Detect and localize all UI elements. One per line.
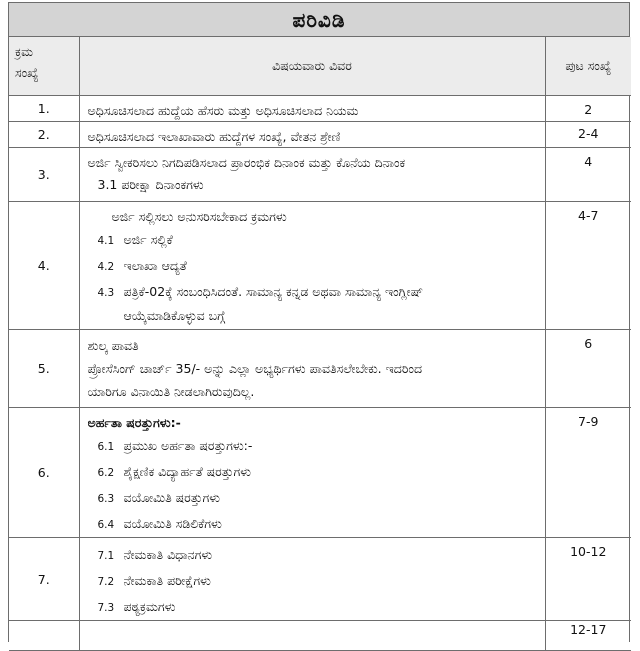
header-page: ಪುಟ ಸಂಖ್ಯೆ [545, 37, 631, 96]
row-description: ಅಧಿಸೂಚಿಸಲಾದ ಹುದ್ದೆಯ ಹೆಸರು ಮತ್ತು ಅಧಿಸೂಚಿಸಲಾದ ನಿಯಮ [79, 96, 545, 122]
row-number: 1. [9, 96, 79, 122]
row-number: 3. [9, 148, 79, 202]
row-page: 12-17 [545, 621, 631, 651]
toc-table [9, 37, 631, 651]
row-description: 7.1 ನೇಮಕಾತಿ ವಿಧಾನಗಳು 7.2 ನೇಮಕಾತಿ ಪರೀಕ್ಷೆಗಳು 7.3 ಪಠ್ಯಕ್ರಮಗಳು [79, 538, 545, 621]
table-row [9, 538, 631, 621]
header-serial: ಕ್ರಮ ಸಂಖ್ಯೆ [9, 37, 79, 96]
row-description: ಅರ್ಜಿ ಸ್ವೀಕರಿಸಲು ನಿಗದಿಪಡಿಸಲಾದ ಪ್ರಾರಂಭಿಕ ದಿನಾಂಕ ಮತ್ತು ಕೊನೆಯ ದಿನಾಂಕ 3.1 ಪರೀಕ್ಷಾ ದಿನಾಂಕಗಳು [79, 148, 545, 202]
row-description: ಅರ್ಹತಾ ಷರತ್ತುಗಳು:- 6.1 ಪ್ರಮುಖ ಅರ್ಹತಾ ಷರತ್ತುಗಳು:- 6.2 ಶೈಕ್ಷಣಿಕ ವಿದ್ಯಾರ್ಹತೆ ಷರತ್ತುಗಳು 6.3 ವಯೋಮಿತಿ ಷರತ್ತುಗಳು 6.4 ವಯೋಮಿತಿ ಸಡಿಲಿಕೆಗಳು [79, 408, 545, 538]
table-row [9, 202, 631, 330]
row-page: 4-7 [545, 202, 631, 330]
row-number: 6. [9, 408, 79, 538]
row-page: 2-4 [545, 122, 631, 148]
row-description [79, 621, 545, 651]
table-header-row [9, 37, 631, 96]
row-number [9, 621, 79, 651]
table-row [9, 330, 631, 408]
toc-document [8, 2, 630, 642]
table-row [9, 621, 631, 651]
row-number: 5. [9, 330, 79, 408]
table-row [9, 96, 631, 122]
row-description: ಶುಲ್ಕ ಪಾವತಿ ಪ್ರೋಸೆಸಿಂಗ್ ಚಾರ್ಜ್ 35/- ಅನ್ನು ಎಲ್ಲಾ ಅಭ್ಯರ್ಥಿಗಳು ಪಾವತಿಸಲೇಬೇಕು. ಇದರಿಂದ ಯಾರಿಗೂ ವಿನಾಯಿತಿ ನೀಡಲಾಗಿರುವುದಿಲ್ಲ. [79, 330, 545, 408]
table-row [9, 148, 631, 202]
row-description: ಅಧಿಸೂಚಿಸಲಾದ ಇಲಾಖಾವಾರು ಹುದ್ದೆಗಳ ಸಂಖ್ಯೆ, ವೇತನ ಶ್ರೇಣಿ [79, 122, 545, 148]
row-page: 10-12 [545, 538, 631, 621]
page-title: ಪರಿವಿಡಿ [9, 3, 629, 37]
row-page: 6 [545, 330, 631, 408]
header-subject: ವಿಷಯವಾರು ವಿವರ [79, 37, 545, 96]
table-row [9, 408, 631, 538]
row-number: 4. [9, 202, 79, 330]
row-page: 2 [545, 96, 631, 122]
row-page: 7-9 [545, 408, 631, 538]
row-number: 2. [9, 122, 79, 148]
row-number: 7. [9, 538, 79, 621]
table-row [9, 122, 631, 148]
row-description: ಅರ್ಜಿ ಸಲ್ಲಿಸಲು ಅನುಸರಿಸಬೇಕಾದ ಕ್ರಮಗಳು 4.1 ಅರ್ಜಿ ಸಲ್ಲಿಕೆ 4.2 ಇಲಾಖಾ ಆದ್ಯತೆ 4.3 ಪತ್ರಿಕೆ-02ಕ್ಕೆ ಸಂಬಂಧಿಸಿದಂತೆ. ಸಾಮಾನ್ಯ ಕನ್ನಡ ಅಥವಾ ಸಾಮಾನ್ಯ ಇಂಗ್ಲೀಷ್ ಆಯ್ಕೆಮಾಡಿಕೊಳ್ಳುವ ಬಗ್ಗೆ [79, 202, 545, 330]
row-page: 4 [545, 148, 631, 202]
